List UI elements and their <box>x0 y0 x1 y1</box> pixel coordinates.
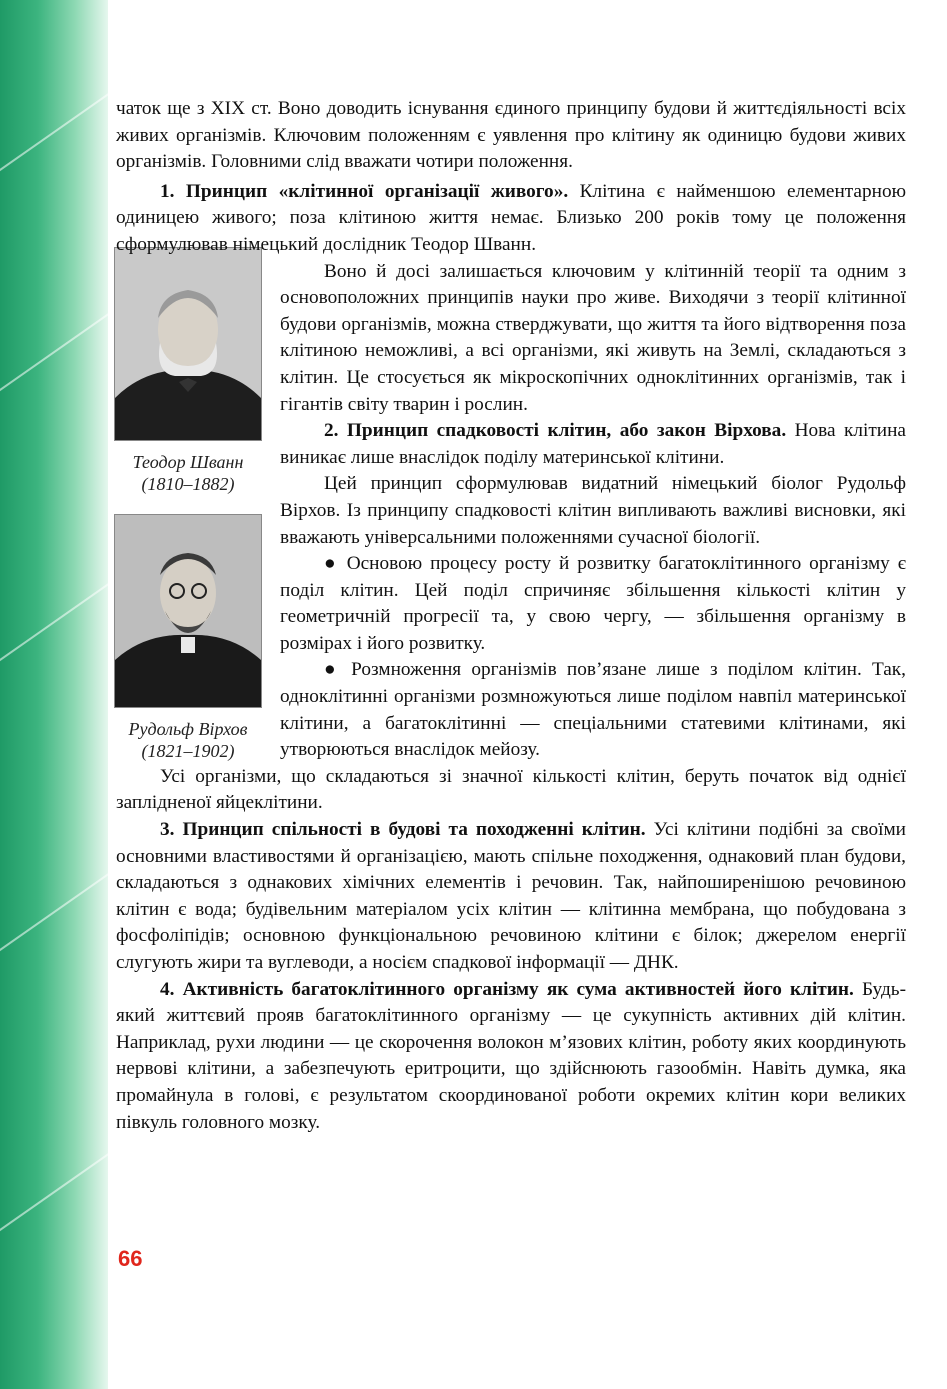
caption-name-virchow: Рудольф Вірхов <box>128 719 248 739</box>
paragraph-principle-1-explanation: Воно й досі залишається ключовим у клітинній теорії та одним з основоположних принципів науки про живе. Виходячи з теорії клітинної будови організмів, можна стверджувати, що життя та його відтворення поза клітиною неможливі, а всі організми, які живуть на Землі, складаються з клітин. Це стосується як мікроскопічних одноклітинних організмів, так і гігантів світу тварин і рослин. <box>280 260 906 415</box>
principle-3-text: Усі клітини подібні за своїми основними властивостями й організацією, мають спільне походження, однаковий план будови, складаються з однакових хімічних елементів і речовин. Так, найпоширенішою речовиною клітин є вода; будівельним матеріалом усіх клітин — клітинна мембрана, що побудована з фосфоліпідів; основною функціональною речовиною клітини є білок; джерелом енергії слугують жири та вуглеводи, а носієм спадкової інформації — ДНК. <box>116 819 906 973</box>
paragraph-principle-2 <box>280 418 906 471</box>
paragraph-principle-1 <box>116 179 906 259</box>
principle-3-heading: 3. Принцип спільності в будові та походженні клітин. <box>160 819 646 841</box>
narrow-column <box>280 259 906 658</box>
caption-years-virchow: (1821–1902) <box>141 741 235 761</box>
paragraph-principle-3 <box>116 817 906 977</box>
principle-1-heading: 1. Принцип «клітинної організації живого». <box>160 180 569 202</box>
page-number: 66 <box>118 1246 143 1271</box>
paragraph-intro: чаток ще з XIX ст. Воно доводить існування єдиного принципу будови й життєдіяльності всіх живих організмів. Ключовим положенням є уявлення про клітину як одиницю будови живих організмів. Головними слід вважати чотири положення. <box>116 98 906 173</box>
paragraph-zygote: Усі організми, що складаються зі значної кількості клітин, беруть початок від однієї заплідненої яйцеклітини. <box>116 765 906 814</box>
page-body <box>116 96 906 1136</box>
principle-4-text: Будь-який життєвий прояв багатоклітинного організму — це сукупність активних дій клітин. Наприклад, рухи людини — це скорочення волокон м’язових клітин, роботу яких координують нервові клітини, а забезпечують еритроцити, що здійснюють газообмін. Навіть думка, яка промайнула в голові, є результатом скоординованої роботи окремих клітин кори великих півкуль головного мозку. <box>116 978 906 1133</box>
bullet-reproduction: ● Розмноження організмів пов’язане лише з поділом клітин. Так, одноклітинні організми розмножуються лише поділом навпіл материнської клітини, а багатоклітинні — спеціальними статевими клітинами, які утворюються внаслідок мейозу. <box>280 659 906 761</box>
caption-years-schwann: (1810–1882) <box>141 474 235 494</box>
principle-4-heading: 4. Активність багатоклітинного організму як сума активностей його клітин. <box>160 978 854 1000</box>
decorative-side-band <box>0 0 108 1389</box>
caption-name-schwann: Теодор Шванн <box>132 452 244 472</box>
principle-1-text: Клітина є найменшою елементарною одиницею живого; поза клітиною життя немає. Близько 200 років тому це положення сформулював німецький дослідник Теодор Шванн. <box>116 180 906 255</box>
paragraph-principle-4 <box>116 977 906 1137</box>
principle-2-heading: 2. Принцип спадковості клітин, або закон Вірхова. <box>324 420 787 442</box>
paragraph-virchow: Цей принцип сформулював видатний німецький біолог Рудольф Вірхов. Із принципу спадковості клітин випливають важливі висновки, які вважають універсальними положеннями сучасної біології. <box>280 473 906 548</box>
principle-2-text: Нова клітина виникає лише внаслідок поділу материнської клітини. <box>280 420 906 468</box>
bullet-growth: ● Основою процесу росту й розвитку багатоклітинного організму є поділ клітин. Цей поділ спричиняє збільшення кількості клітин у геометричній прогресії та, у свою чергу, — збільшення організму в розмірах і його розвитку. <box>280 553 906 654</box>
